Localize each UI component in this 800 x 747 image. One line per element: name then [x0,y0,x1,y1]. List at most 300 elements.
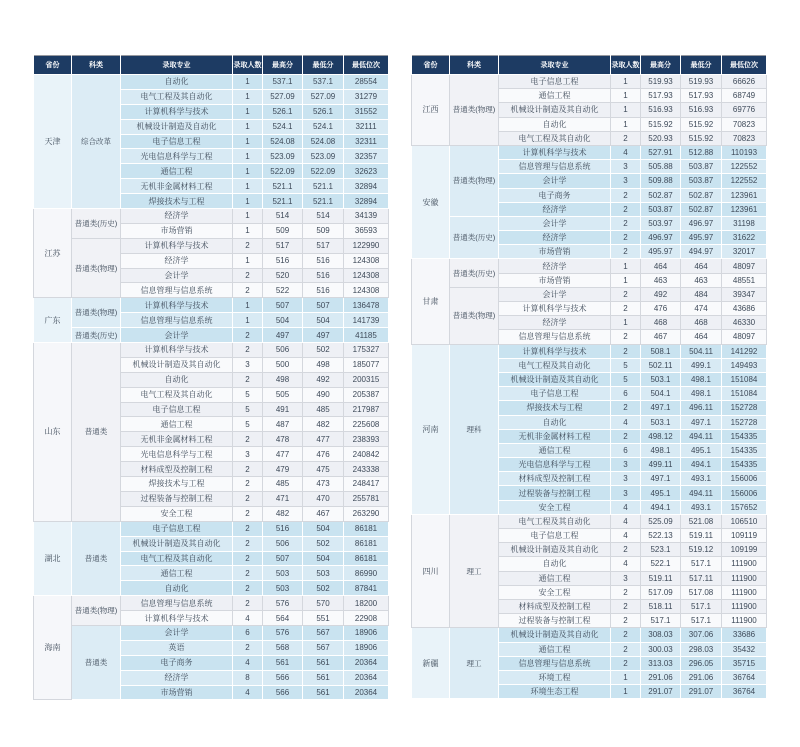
rank-cell: 238393 [344,432,389,447]
max-score-cell: 503.87 [641,202,681,216]
min-score-cell: 291.07 [681,685,722,699]
count-cell: 2 [611,216,641,230]
min-score-cell: 524.1 [303,119,344,134]
major-cell: 市场营销 [121,223,233,238]
major-cell: 电气工程及其自动化 [121,387,233,402]
max-score-cell: 498 [263,372,303,387]
major-cell: 安全工程 [499,500,611,514]
rank-cell: 111900 [722,599,767,613]
count-cell: 3 [611,458,641,472]
category-cell: 普通类 [72,521,121,595]
max-score-cell: 482 [263,506,303,521]
rank-cell: 110193 [722,145,767,159]
major-cell: 通信工程 [499,642,611,656]
major-cell: 机械设计制造及其自动化 [121,536,233,551]
category-cell: 普通类(物理) [450,145,499,216]
min-score-cell: 498.1 [681,387,722,401]
rank-cell: 20364 [344,685,389,700]
count-cell: 1 [233,209,263,224]
rank-cell: 86990 [344,566,389,581]
count-cell: 2 [233,238,263,253]
column-header: 最低分 [681,56,722,75]
max-score-cell: 503 [263,566,303,581]
table-row [34,596,389,611]
min-score-cell: 496.11 [681,401,722,415]
min-score-cell: 502.87 [681,202,722,216]
max-score-cell: 568 [263,640,303,655]
count-cell: 2 [233,640,263,655]
count-cell: 1 [233,104,263,119]
min-score-cell: 476 [303,447,344,462]
count-cell: 6 [233,625,263,640]
major-cell: 会计学 [499,216,611,230]
count-cell: 5 [233,402,263,417]
count-cell: 3 [233,447,263,462]
rank-cell: 48097 [722,330,767,344]
table-row [412,145,767,159]
table-row [412,75,767,89]
rank-cell: 151084 [722,387,767,401]
count-cell: 2 [611,131,641,145]
min-score-cell: 517.11 [681,571,722,585]
min-score-cell: 527.09 [303,89,344,104]
major-cell: 计算机科学与技术 [121,343,233,358]
min-score-cell: 517.1 [681,614,722,628]
major-cell: 材料成型及控制工程 [499,472,611,486]
rank-cell: 123961 [722,188,767,202]
count-cell: 2 [611,344,641,358]
major-cell: 会计学 [121,328,233,343]
min-score-cell: 517 [303,238,344,253]
min-score-cell: 503.87 [681,174,722,188]
rank-cell: 86181 [344,521,389,536]
category-cell: 理工 [450,628,499,699]
max-score-cell: 494.1 [641,500,681,514]
min-score-cell: 502 [303,536,344,551]
min-score-cell: 463 [681,273,722,287]
rank-cell: 32357 [344,149,389,164]
max-score-cell: 524.08 [263,134,303,149]
rank-cell: 32111 [344,119,389,134]
max-score-cell: 499.11 [641,458,681,472]
rank-cell: 86181 [344,551,389,566]
max-score-cell: 561 [263,655,303,670]
min-score-cell: 561 [303,655,344,670]
major-cell: 自动化 [499,117,611,131]
count-cell: 4 [611,415,641,429]
rank-cell: 141292 [722,344,767,358]
max-score-cell: 463 [641,273,681,287]
count-cell: 3 [611,472,641,486]
count-cell: 1 [611,273,641,287]
rank-cell: 69776 [722,103,767,117]
rank-cell: 20364 [344,655,389,670]
major-cell: 经济学 [499,316,611,330]
min-score-cell: 515.92 [681,131,722,145]
min-score-cell: 494.1 [681,458,722,472]
min-score-cell: 470 [303,491,344,506]
major-cell: 计算机科学与技术 [499,145,611,159]
min-score-cell: 494.97 [681,245,722,259]
min-score-cell: 519.11 [681,529,722,543]
category-cell: 普通类(物理) [72,298,121,328]
major-cell: 自动化 [499,557,611,571]
max-score-cell: 519.11 [641,571,681,585]
major-cell: 环境生态工程 [499,685,611,699]
max-score-cell: 502.11 [641,358,681,372]
major-cell: 市场营销 [121,685,233,700]
rank-cell: 154335 [722,429,767,443]
min-score-cell: 561 [303,685,344,700]
max-score-cell: 498.1 [641,443,681,457]
rank-cell: 32017 [722,245,767,259]
max-score-cell: 503.97 [641,216,681,230]
max-score-cell: 503.1 [641,415,681,429]
major-cell: 光电信息科学与工程 [499,458,611,472]
count-cell: 2 [233,536,263,551]
count-cell: 2 [233,283,263,298]
min-score-cell: 516 [303,253,344,268]
major-cell: 经济学 [499,202,611,216]
min-score-cell: 484 [681,287,722,301]
rank-cell: 70823 [722,131,767,145]
count-cell: 5 [611,372,641,386]
max-score-cell: 478 [263,432,303,447]
min-score-cell: 497.1 [681,415,722,429]
rank-cell: 32894 [344,194,389,209]
min-score-cell: 521.1 [303,179,344,194]
max-score-cell: 509.88 [641,174,681,188]
major-cell: 电气工程及其自动化 [499,514,611,528]
count-cell: 6 [611,387,641,401]
min-score-cell: 492 [303,372,344,387]
admission-score-table [33,55,389,700]
count-cell: 1 [611,117,641,131]
rank-cell: 124308 [344,268,389,283]
category-cell: 普通类(物理) [450,75,499,146]
major-cell: 安全工程 [499,585,611,599]
max-score-cell: 504.1 [641,387,681,401]
rank-cell: 157652 [722,500,767,514]
major-cell: 电子信息工程 [499,75,611,89]
count-cell: 6 [611,443,641,457]
count-cell: 4 [611,145,641,159]
rank-cell: 154335 [722,458,767,472]
max-score-cell: 313.03 [641,656,681,670]
count-cell: 2 [611,599,641,613]
max-score-cell: 527.09 [263,89,303,104]
max-score-cell: 477 [263,447,303,462]
min-score-cell: 516.93 [681,103,722,117]
min-score-cell: 561 [303,670,344,685]
max-score-cell: 516 [263,521,303,536]
rank-cell: 124308 [344,283,389,298]
max-score-cell: 503.1 [641,372,681,386]
major-cell: 电子商务 [121,655,233,670]
min-score-cell: 504 [303,521,344,536]
min-score-cell: 504 [303,313,344,328]
rank-cell: 156006 [722,486,767,500]
max-score-cell: 521.1 [263,179,303,194]
min-score-cell: 517.1 [681,599,722,613]
column-header: 录取人数 [233,56,263,75]
min-score-cell: 296.05 [681,656,722,670]
count-cell: 4 [233,685,263,700]
table-row [34,209,389,224]
rank-cell: 46330 [722,316,767,330]
max-score-cell: 519.93 [641,75,681,89]
admission-table-right [411,55,767,699]
table-row [412,344,767,358]
count-cell: 1 [233,134,263,149]
count-cell: 2 [611,628,641,642]
rank-cell: 66626 [722,75,767,89]
count-cell: 2 [233,506,263,521]
max-score-cell: 522.09 [263,164,303,179]
province-cell: 江苏 [34,209,72,298]
rank-cell: 18906 [344,625,389,640]
min-score-cell: 509 [303,223,344,238]
count-cell: 2 [233,328,263,343]
max-score-cell: 506 [263,343,303,358]
max-score-cell: 506 [263,536,303,551]
rank-cell: 152728 [722,401,767,415]
major-cell: 焊接技术与工程 [121,477,233,492]
rank-cell: 111900 [722,571,767,585]
min-score-cell: 514 [303,209,344,224]
min-score-cell: 494.11 [681,429,722,443]
major-cell: 电子信息工程 [121,521,233,536]
major-cell: 材料成型及控制工程 [121,462,233,477]
major-cell: 英语 [121,640,233,655]
rank-cell: 36764 [722,685,767,699]
rank-cell: 217987 [344,402,389,417]
count-cell: 2 [611,245,641,259]
min-score-cell: 519.12 [681,543,722,557]
category-cell: 普通类(物理) [72,238,121,298]
min-score-cell: 482 [303,417,344,432]
count-cell: 2 [611,302,641,316]
major-cell: 通信工程 [121,417,233,432]
rank-cell: 240842 [344,447,389,462]
table-row [34,625,389,640]
count-cell: 2 [611,188,641,202]
category-cell: 普通类 [72,343,121,522]
max-score-cell: 523.09 [263,149,303,164]
category-cell: 综合改革 [72,75,121,209]
category-cell: 普通类(历史) [450,259,499,287]
max-score-cell: 521.1 [263,194,303,209]
max-score-cell: 468 [641,316,681,330]
rank-cell: 109199 [722,543,767,557]
min-score-cell: 485 [303,402,344,417]
major-cell: 过程装备与控制工程 [499,486,611,500]
max-score-cell: 464 [641,259,681,273]
min-score-cell: 526.1 [303,104,344,119]
rank-cell: 48097 [722,259,767,273]
table-row [34,521,389,536]
min-score-cell: 567 [303,625,344,640]
count-cell: 4 [611,500,641,514]
min-score-cell: 496.97 [681,216,722,230]
category-cell: 普通类(物理) [72,596,121,626]
rank-cell: 136478 [344,298,389,313]
admission-score-table [411,55,767,699]
max-score-cell: 517.1 [641,614,681,628]
min-score-cell: 512.88 [681,145,722,159]
rank-cell: 86181 [344,536,389,551]
max-score-cell: 495.1 [641,486,681,500]
major-cell: 无机非金属材料工程 [121,432,233,447]
column-header: 最低位次 [344,56,389,75]
max-score-cell: 517.93 [641,89,681,103]
count-cell: 3 [233,357,263,372]
max-score-cell: 491 [263,402,303,417]
count-cell: 1 [233,75,263,90]
max-score-cell: 527.91 [641,145,681,159]
major-cell: 机械设计制造及其自动化 [499,103,611,117]
min-score-cell: 477 [303,432,344,447]
count-cell: 2 [611,401,641,415]
major-cell: 环境工程 [499,670,611,684]
major-cell: 经济学 [121,670,233,685]
count-cell: 2 [233,372,263,387]
max-score-cell: 485 [263,477,303,492]
category-cell: 普通类(历史) [72,328,121,343]
rank-cell: 111900 [722,585,767,599]
major-cell: 市场营销 [499,245,611,259]
min-score-cell: 522.09 [303,164,344,179]
rank-cell: 122552 [722,174,767,188]
count-cell: 3 [611,571,641,585]
rank-cell: 263290 [344,506,389,521]
major-cell: 安全工程 [121,506,233,521]
major-cell: 无机非金属材料工程 [499,429,611,443]
rank-cell: 122552 [722,160,767,174]
max-score-cell: 518.11 [641,599,681,613]
province-cell: 安徽 [412,145,450,259]
min-score-cell: 521.08 [681,514,722,528]
major-cell: 电子信息工程 [121,402,233,417]
min-score-cell: 523.09 [303,149,344,164]
min-score-cell: 291.06 [681,670,722,684]
count-cell: 1 [233,164,263,179]
major-cell: 无机非金属材料工程 [121,179,233,194]
major-cell: 经济学 [121,209,233,224]
major-cell: 电气工程及其自动化 [499,131,611,145]
major-cell: 机械设计制造及自动化 [121,119,233,134]
min-score-cell: 502.87 [681,188,722,202]
rank-cell: 175327 [344,343,389,358]
count-cell: 2 [233,491,263,506]
min-score-cell: 537.1 [303,75,344,90]
rank-cell: 18906 [344,640,389,655]
category-cell: 普通类(历史) [72,209,121,239]
count-cell: 1 [611,259,641,273]
column-header: 录取专业 [121,56,233,75]
count-cell: 4 [233,611,263,626]
rank-cell: 31279 [344,89,389,104]
min-score-cell: 464 [681,330,722,344]
count-cell: 1 [233,179,263,194]
major-cell: 信息管理与信息系统 [121,283,233,298]
max-score-cell: 498.12 [641,429,681,443]
rank-cell: 109119 [722,529,767,543]
count-cell: 1 [233,313,263,328]
max-score-cell: 300.03 [641,642,681,656]
major-cell: 计算机科学与技术 [121,611,233,626]
major-cell: 焊接技术与工程 [499,401,611,415]
major-cell: 焊接技术与工程 [121,194,233,209]
rank-cell: 36764 [722,670,767,684]
max-score-cell: 476 [641,302,681,316]
min-score-cell: 495.1 [681,443,722,457]
min-score-cell: 493.1 [681,472,722,486]
count-cell: 2 [611,231,641,245]
major-cell: 计算机科学与技术 [499,344,611,358]
count-cell: 2 [233,268,263,283]
max-score-cell: 467 [641,330,681,344]
rank-cell: 32311 [344,134,389,149]
rank-cell: 185077 [344,357,389,372]
province-cell: 山东 [34,343,72,522]
min-score-cell: 468 [681,316,722,330]
major-cell: 过程装备与控制工程 [121,491,233,506]
min-score-cell: 467 [303,506,344,521]
major-cell: 会计学 [121,625,233,640]
max-score-cell: 522 [263,283,303,298]
min-score-cell: 517.93 [681,89,722,103]
count-cell: 2 [611,614,641,628]
rank-cell: 41185 [344,328,389,343]
rank-cell: 255781 [344,491,389,506]
count-cell: 2 [611,429,641,443]
count-cell: 4 [611,557,641,571]
count-cell: 3 [611,486,641,500]
min-score-cell: 502 [303,343,344,358]
column-header: 录取人数 [611,56,641,75]
max-score-cell: 497.1 [641,472,681,486]
min-score-cell: 517.1 [681,557,722,571]
major-cell: 信息管理与信息系统 [499,160,611,174]
table-row [412,259,767,273]
min-score-cell: 494.11 [681,486,722,500]
rank-cell: 36593 [344,223,389,238]
max-score-cell: 526.1 [263,104,303,119]
min-score-cell: 495.97 [681,231,722,245]
column-header: 最低分 [303,56,344,75]
major-cell: 会计学 [121,268,233,283]
column-header: 省份 [412,56,450,75]
major-cell: 机械设计制造及其自动化 [499,543,611,557]
max-score-cell: 497.1 [641,401,681,415]
rank-cell: 39347 [722,287,767,301]
count-cell: 1 [611,103,641,117]
rank-cell: 68749 [722,89,767,103]
rank-cell: 31622 [722,231,767,245]
major-cell: 经济学 [121,253,233,268]
max-score-cell: 495.97 [641,245,681,259]
rank-cell: 20364 [344,670,389,685]
major-cell: 计算机科学与技术 [499,302,611,316]
major-cell: 计算机科学与技术 [121,104,233,119]
count-cell: 2 [233,566,263,581]
max-score-cell: 507 [263,551,303,566]
count-cell: 5 [233,417,263,432]
major-cell: 会计学 [499,287,611,301]
major-cell: 电子信息工程 [499,529,611,543]
province-cell: 广东 [34,298,72,343]
